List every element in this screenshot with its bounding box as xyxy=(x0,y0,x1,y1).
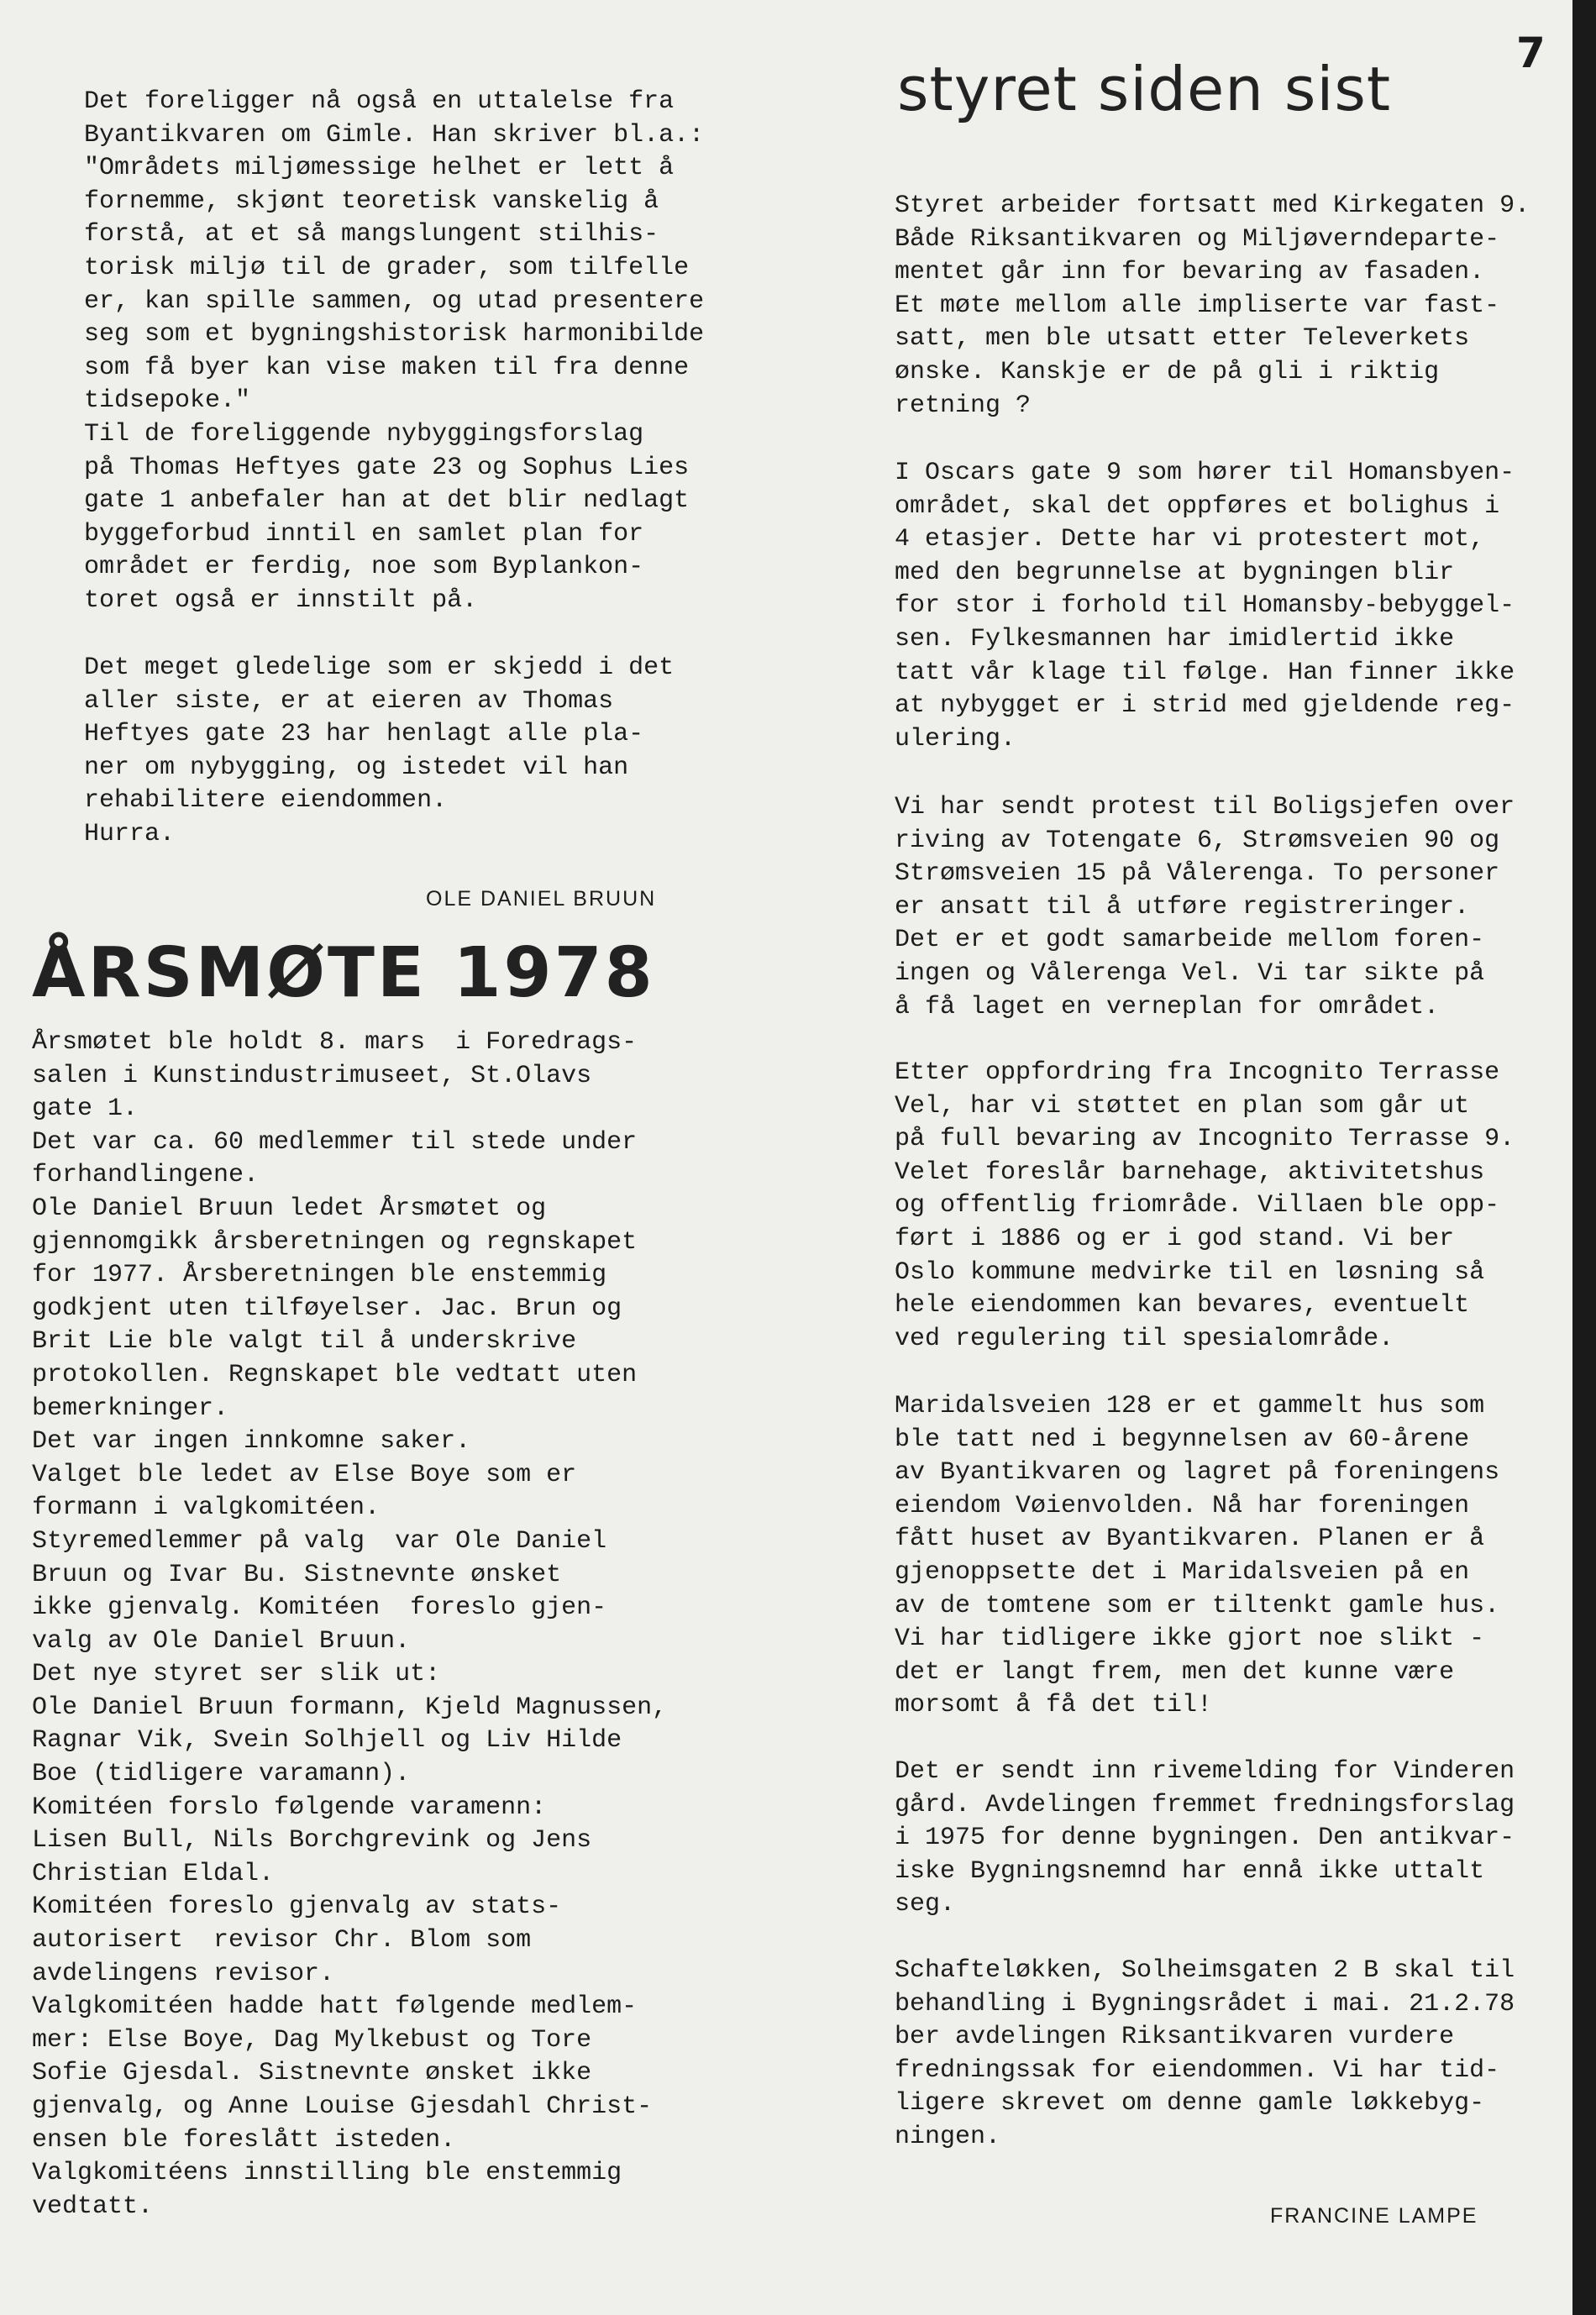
text-line: forhandlingene. xyxy=(32,1161,260,1190)
text-line: Det meget gledelige som er skjedd i det xyxy=(84,654,675,682)
scan-edge xyxy=(1572,0,1596,2315)
text-line: Boe (tidligere varamann). xyxy=(32,1760,411,1789)
text-line: byggeforbud inntil en samlet plan for xyxy=(84,519,644,549)
article-continuation-para-1 xyxy=(84,86,704,618)
text-line: på Thomas Heftyes gate 23 og Sophus Lies xyxy=(84,453,690,482)
text-line: gate 1. xyxy=(32,1095,139,1124)
text-line: Sofie Gjesdal. Sistnevnte ønsket ikke xyxy=(32,2059,592,2088)
text-line: ikke gjenvalg. Komitéen foreslo gjen- xyxy=(32,1593,607,1623)
text-line: Både Riksantikvaren og Miljøverndeparte- xyxy=(895,224,1500,254)
text-line: gjennomgikk årsberetningen og regnskapet xyxy=(32,1227,638,1257)
text-line: gård. Avdelingen fremmet fredningsforslag xyxy=(895,1790,1515,1819)
text-line: toret også er innstilt på. xyxy=(84,585,478,615)
text-line: formann i valgkomitéen. xyxy=(32,1493,381,1523)
styret-para-6 xyxy=(895,1756,1515,1922)
text-line: fornemme, skjønt teoretisk vanskelig å xyxy=(84,186,659,216)
text-line: Styremedlemmer på valg var Ole Daniel xyxy=(32,1526,607,1556)
text-line: riving av Totengate 6, Strømsveien 90 og xyxy=(895,826,1500,855)
text-line: Maridalsveien 128 er et gammelt hus som xyxy=(895,1392,1485,1420)
text-line: ulering. xyxy=(895,724,1016,753)
text-line: ved regulering til spesialområde. xyxy=(895,1324,1394,1353)
text-line: Velet foreslår barnehage, aktivitetshus xyxy=(895,1158,1485,1187)
styret-para-3 xyxy=(895,791,1515,1024)
text-line: hele eiendommen kan bevares, eventuelt xyxy=(895,1291,1470,1320)
text-line: for stor i forhold til Homansby-bebyggel- xyxy=(895,591,1515,621)
text-line: ner om nybygging, og istedet vil han xyxy=(84,753,629,782)
article-continuation-para-2 xyxy=(84,652,674,852)
text-line: "Områdets miljømessige helhet er lett å xyxy=(84,154,675,183)
text-line: sen. Fylkesmannen har imidlertid ikke xyxy=(895,624,1455,654)
text-line: området, skal det oppføres et bolighus i xyxy=(895,491,1500,521)
text-line: ber avdelingen Riksantikvaren vurdere xyxy=(895,2023,1455,2052)
text-line: Schafteløkken, Solheimsgaten 2 B skal til xyxy=(895,1956,1515,1985)
text-line: fredningssak for eiendommen. Vi har tid- xyxy=(895,2055,1500,2085)
text-line: Vel, har vi støttet en plan som går ut xyxy=(895,1091,1470,1121)
text-line: og offentlig friområde. Villaen ble opp- xyxy=(895,1191,1500,1220)
text-line: av Byantikvaren og lagret på foreningens xyxy=(895,1458,1500,1488)
text-line: Det foreligger nå også en uttalelse fra xyxy=(84,87,675,116)
text-line: Komitéen forslo følgende varamenn: xyxy=(32,1793,547,1822)
text-line: med den begrunnelse at bygningen blir xyxy=(895,558,1455,587)
text-line: Oslo kommune medvirke til en løsning så xyxy=(895,1257,1485,1287)
text-line: morsomt å få det til! xyxy=(895,1691,1213,1720)
text-line: gjenoppsette det i Maridalsveien på en xyxy=(895,1557,1470,1587)
text-line: mentet går inn for bevaring av fasaden. xyxy=(895,258,1485,287)
arsmote-body xyxy=(32,1026,667,2223)
text-line: ensen ble foreslått isteden. xyxy=(32,2125,456,2155)
text-line: eiendom Vøienvolden. Nå har foreningen xyxy=(895,1491,1470,1520)
text-line: området er ferdig, noe som Byplankon- xyxy=(84,553,644,582)
text-line: gjenvalg, og Anne Louise Gjesdahl Christ- xyxy=(32,2092,653,2121)
text-line: Ole Daniel Bruun ledet Årsmøtet og xyxy=(32,1194,547,1223)
styret-para-4 xyxy=(895,1057,1515,1356)
text-line: det er langt frem, men det kunne være xyxy=(895,1657,1455,1687)
text-line: Det var ingen innkomne saker. xyxy=(32,1427,471,1457)
text-line: på full bevaring av Incognito Terrasse 9. xyxy=(895,1125,1515,1154)
text-line: autorisert revisor Chr. Blom som xyxy=(32,1926,532,1955)
text-line: er, kan spille sammen, og utad presentere xyxy=(84,286,705,316)
text-line: Valget ble ledet av Else Boye som er xyxy=(32,1460,577,1489)
text-line: Strømsveien 15 på Vålerenga. To personer xyxy=(895,859,1500,889)
text-line: Ragnar Vik, Svein Solhjell og Liv Hilde xyxy=(32,1726,622,1756)
text-line: Valgkomitéens innstilling ble enstemmig xyxy=(32,2159,622,2188)
text-line: Lisen Bull, Nils Borchgrevink og Jens xyxy=(32,1826,592,1856)
text-line: bemerkninger. xyxy=(32,1394,229,1423)
text-line: ingen og Vålerenga Vel. Vi tar sikte på xyxy=(895,958,1485,988)
author-signature-ole-daniel-bruun: OLE DANIEL BRUUN xyxy=(426,887,657,911)
styret-para-7 xyxy=(895,1955,1515,2155)
text-line: Bruun og Ivar Bu. Sistnevnte ønsket xyxy=(32,1560,562,1589)
text-line: Et møte mellom alle impliserte var fast- xyxy=(895,291,1500,320)
text-line: Christian Eldal. xyxy=(32,1859,275,1888)
text-line: seg som et bygningshistorisk harmonibilde xyxy=(84,320,705,349)
text-line: å få laget en verneplan for området. xyxy=(895,992,1440,1021)
text-line: Det er et godt samarbeide mellom foren- xyxy=(895,926,1485,955)
text-line: ble tatt ned i begynnelsen av 60-årene xyxy=(895,1425,1470,1454)
text-line: Ole Daniel Bruun formann, Kjeld Magnussen, xyxy=(32,1693,668,1722)
text-line: ligere skrevet om denne gamle løkkebyg- xyxy=(895,2089,1485,2118)
text-line: iske Bygningsnemnd har ennå ikke uttalt xyxy=(895,1856,1485,1886)
styret-para-1 xyxy=(895,190,1530,423)
text-line: seg. xyxy=(895,1890,956,1919)
text-line: Årsmøtet ble holdt 8. mars i Foredrags- xyxy=(32,1028,638,1057)
author-signature-francine-lampe: FRANCINE LAMPE xyxy=(1270,2204,1478,2228)
text-line: gate 1 anbefaler han at det blir nedlagt xyxy=(84,486,690,516)
text-line: forstå, at et så mangslungent stilhis- xyxy=(84,220,659,249)
styret-para-5 xyxy=(895,1390,1499,1723)
arsmote-heading: ÅRSMØTE 1978 xyxy=(32,933,655,1013)
text-line: Heftyes gate 23 har henlagt alle pla- xyxy=(84,720,644,749)
text-line: Det var ca. 60 medlemmer til stede under xyxy=(32,1127,638,1157)
text-line: fått huset av Byantikvaren. Planen er å xyxy=(895,1525,1485,1554)
text-line: aller siste, er at eieren av Thomas xyxy=(84,686,614,716)
text-line: satt, men ble utsatt etter Televerkets xyxy=(895,324,1470,354)
text-line: avdelingens revisor. xyxy=(32,1959,335,1988)
text-line: I Oscars gate 9 som hører til Homansbyen- xyxy=(895,459,1515,487)
text-line: salen i Kunstindustrimuseet, St.Olavs xyxy=(32,1061,592,1090)
text-line: Brit Lie ble valgt til å underskrive xyxy=(32,1327,577,1357)
text-line: retning ? xyxy=(895,391,1032,420)
page-number: 7 xyxy=(1516,29,1546,77)
text-line: er ansatt til å utføre registreringer. xyxy=(895,892,1470,921)
text-line: i 1975 for denne bygningen. Den antikvar- xyxy=(895,1824,1515,1853)
text-line: ningen. xyxy=(895,2122,1001,2151)
styret-siden-sist-heading: styret siden sist xyxy=(897,54,1392,124)
text-line: torisk miljø til de grader, som tilfelle xyxy=(84,253,690,282)
text-line: Komitéen foreslo gjenvalg av stats- xyxy=(32,1892,562,1922)
text-line: Hurra. xyxy=(84,819,176,848)
text-line: Vi har tidligere ikke gjort noe slikt - xyxy=(895,1625,1485,1654)
text-line: Etter oppfordring fra Incognito Terrasse xyxy=(895,1058,1500,1087)
text-line: ønske. Kanskje er de på gli i riktig xyxy=(895,357,1440,386)
text-line: tidsepoke." xyxy=(84,386,251,416)
text-line: Valgkomitéen hadde hatt følgende medlem- xyxy=(32,1992,638,2022)
text-line: rehabilitere eiendommen. xyxy=(84,786,448,816)
text-line: som få byer kan vise maken til fra denne xyxy=(84,353,690,382)
text-line: behandling i Bygningsrådet i mai. 21.2.78 xyxy=(895,1989,1515,2018)
text-line: Det er sendt inn rivemelding for Vinderen xyxy=(895,1757,1515,1786)
text-line: for 1977. Årsberetningen ble enstemmig xyxy=(32,1261,607,1290)
text-line: at nybygget er i strid med gjeldende reg- xyxy=(895,691,1515,721)
text-line: vedtatt. xyxy=(32,2192,154,2221)
text-line: Styret arbeider fortsatt med Kirkegaten 9. xyxy=(895,192,1530,220)
text-line: valg av Ole Daniel Bruun. xyxy=(32,1626,411,1656)
text-line: tatt vår klage til følge. Han finner ikke xyxy=(895,658,1515,687)
text-line: ført i 1886 og er i god stand. Vi ber xyxy=(895,1224,1455,1253)
text-line: Byantikvaren om Gimle. Han skriver bl.a.: xyxy=(84,120,705,150)
text-line: Det nye styret ser slik ut: xyxy=(32,1660,441,1689)
styret-para-2 xyxy=(895,457,1515,756)
text-line: 4 etasjer. Dette har vi protestert mot, xyxy=(895,525,1485,554)
text-line: av de tomtene som er tiltenkt gamle hus. xyxy=(895,1591,1500,1620)
text-line: Til de foreliggende nybyggingsforslag xyxy=(84,419,644,449)
text-line: godkjent uten tilføyelser. Jac. Brun og xyxy=(32,1294,622,1323)
text-line: protokollen. Regnskapet ble vedtatt uten xyxy=(32,1360,638,1389)
text-line: Vi har sendt protest til Boligsjefen over xyxy=(895,793,1515,822)
text-line: mer: Else Boye, Dag Mylkebust og Tore xyxy=(32,2025,592,2055)
